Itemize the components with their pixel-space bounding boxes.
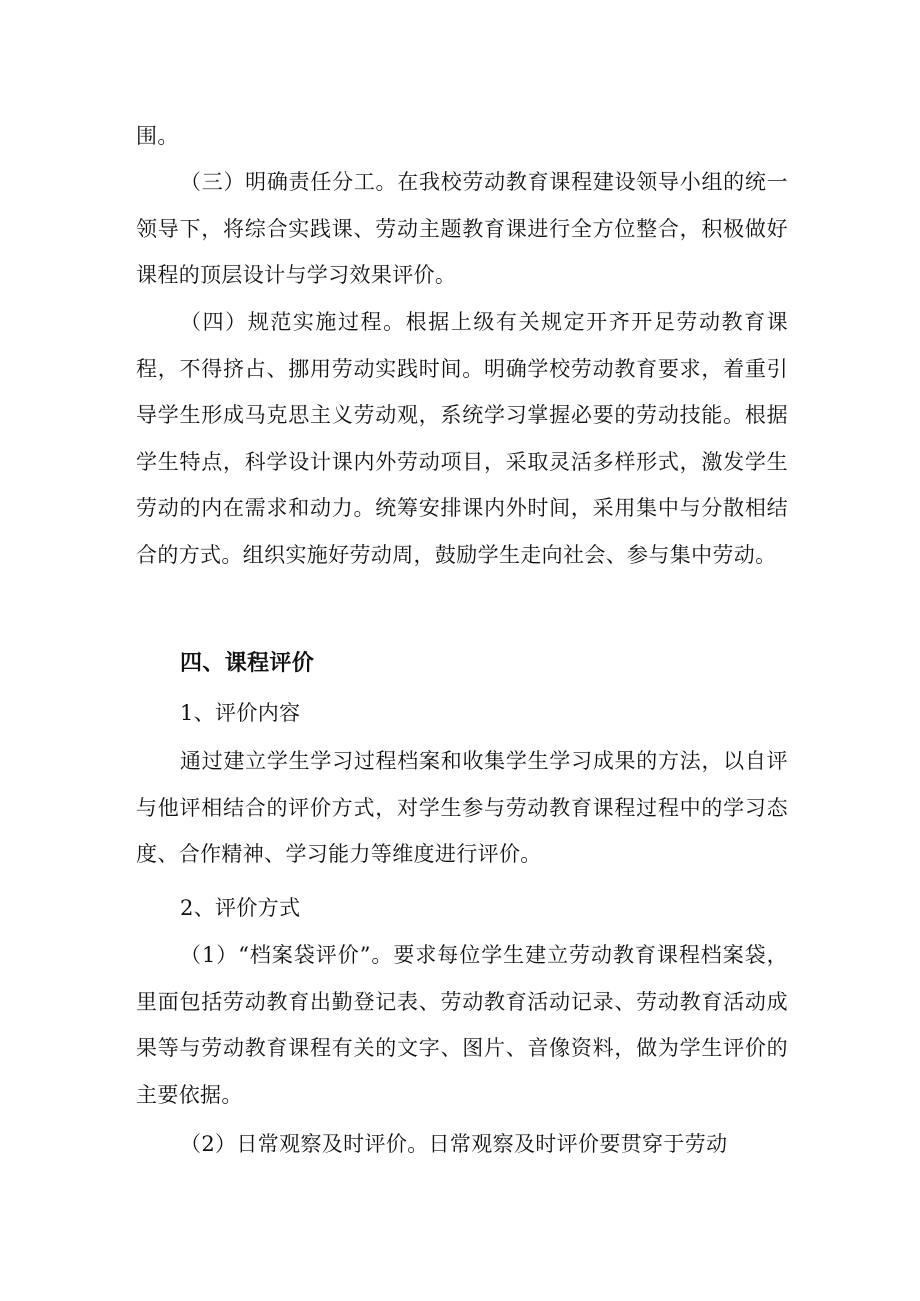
paragraph-clarify-responsibilities: （三）明确责任分工。在我校劳动教育课程建设领导小组的统一领导下，将综合实践课、劳动主题教育课进行全方位整合，积极做好课程的顶层设计与学习效果评价。 bbox=[136, 170, 788, 287]
paragraph-continuation: 围。 bbox=[136, 124, 179, 148]
paragraph-evaluation-content: 通过建立学生学习过程档案和收集学生学习成果的方法，以自评与他评相结合的评价方式，对学生参与劳动教育课程过程中的学习态度、合作精神、学习能力等维度进行评价。 bbox=[136, 749, 788, 866]
paragraph-daily-observation: （2）日常观察及时评价。日常观察及时评价要贯穿于劳动 bbox=[180, 1132, 728, 1156]
paragraph-standardize-implementation: （四）规范实施过程。根据上级有关规定开齐开足劳动教育课程，不得挤占、挪用劳动实践时间。明确学校劳动教育要求，着重引导学生形成马克思主义劳动观，系统学习掌握必要的劳动技能。根据学生特点，科学设计课内外劳动项目，采取灵活多样形式，激发学生劳动的内在需求和动力。统筹安排课内外时间，采用集中与分散相结合的方式。组织实施好劳动周，鼓励学生走向社会、参与集中劳动。 bbox=[136, 310, 788, 567]
subheading-evaluation-methods: 2、评价方式 bbox=[180, 896, 301, 920]
subheading-evaluation-content: 1、评价内容 bbox=[180, 701, 301, 725]
section-heading-course-evaluation: 四、课程评价 bbox=[180, 651, 315, 676]
paragraph-portfolio-evaluation: （1）“档案袋评价”。要求每位学生建立劳动教育课程档案袋，里面包括劳动教育出勤登记表、劳动教育活动记录、劳动教育活动成果等与劳动教育课程有关的文字、图片、音像资料，做为学生评价的主要依据。 bbox=[136, 943, 788, 1107]
